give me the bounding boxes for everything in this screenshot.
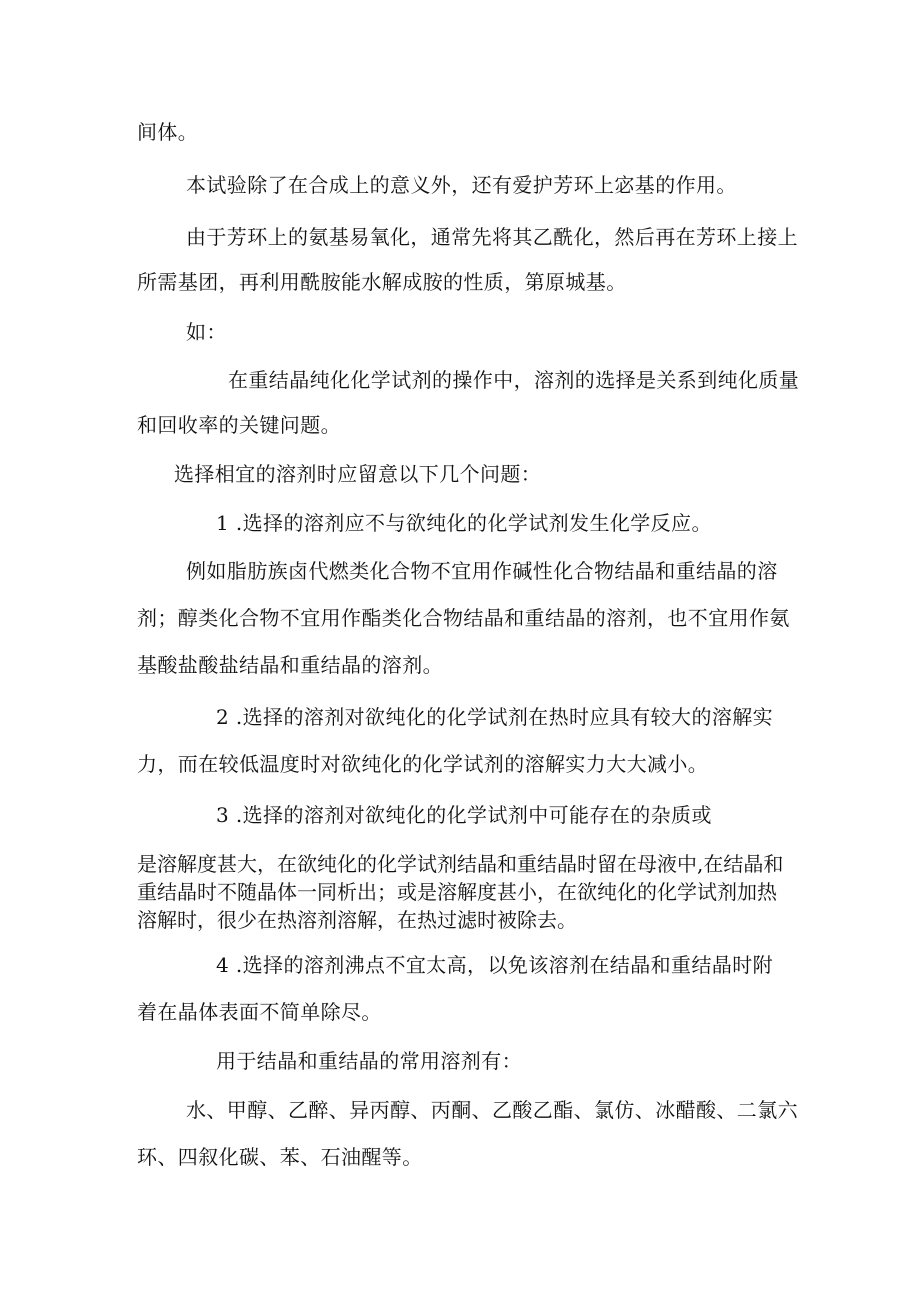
text-line: 用于结晶和重结晶的常用溶剂有： bbox=[216, 1049, 522, 1073]
list-item-3: 3 .选择的溶剂对欲纯化的化学试剂中可能存在的杂质或 bbox=[216, 803, 712, 827]
text-line: 着在晶体表面不简单除尽。 bbox=[137, 1000, 382, 1024]
text-line: 是溶解度甚大，在欲纯化的化学试剂结晶和重结晶时留在母液中,在结晶和 bbox=[137, 852, 784, 876]
list-item-1: 1 .选择的溶剂应不与欲纯化的化学试剂发生化学反应。 bbox=[216, 511, 712, 535]
text-line: 在重结晶纯化化学试剂的操作中，溶剂的选择是关系到纯化质量 bbox=[228, 368, 800, 392]
text-line: 本试验除了在合成上的意义外，还有爱护芳环上宓基的作用。 bbox=[186, 173, 737, 197]
text-line: 环、四叙化碳、苯、石油醒等。 bbox=[137, 1145, 423, 1169]
text-line: 间体。 bbox=[137, 120, 199, 144]
text-line: 如： bbox=[186, 320, 227, 344]
text-line: 所需基团，再利用酰胺能水解成胺的性质，第原城基。 bbox=[137, 270, 627, 294]
text-line: 例如脂肪族卤代燃类化合物不宜用作碱性化合物结晶和重结晶的溶 bbox=[186, 559, 778, 583]
text-line: 溶解时，很少在热溶剂溶解，在热过滤时被除去。 bbox=[137, 908, 577, 932]
text-line: 基酸盐酸盐结晶和重结晶的溶剂。 bbox=[137, 653, 443, 677]
list-item-4: 4 .选择的溶剂沸点不宜太高，以免该溶剂在结晶和重结晶时附 bbox=[216, 953, 774, 977]
text-line: 剂；醇类化合物不宜用作酯类化合物结晶和重结晶的溶剂，也不宜用作氨 bbox=[137, 606, 790, 630]
text-line: 选择相宜的溶剂时应留意以下几个问题： bbox=[174, 462, 542, 486]
text-line: 由于芳环上的氨基易氧化，通常先将其乙酰化，然后再在芳环上接上 bbox=[186, 225, 798, 249]
list-item-2: 2 .选择的溶剂对欲纯化的化学试剂在热时应具有较大的溶解实 bbox=[216, 705, 774, 729]
text-line: 水、甲醇、乙醉、异丙醇、丙酮、乙酸乙酯、氯仿、冰醋酸、二氯六 bbox=[186, 1098, 798, 1122]
text-line: 力，而在较低温度时对欲纯化的化学试剂的溶解实力大大减小。 bbox=[137, 752, 709, 776]
text-line: 和回收率的关键问题。 bbox=[137, 413, 341, 437]
text-line: 重结晶时不随晶体一同析出；或是溶解度甚小，在欲纯化的化学试剂加热 bbox=[137, 880, 777, 904]
